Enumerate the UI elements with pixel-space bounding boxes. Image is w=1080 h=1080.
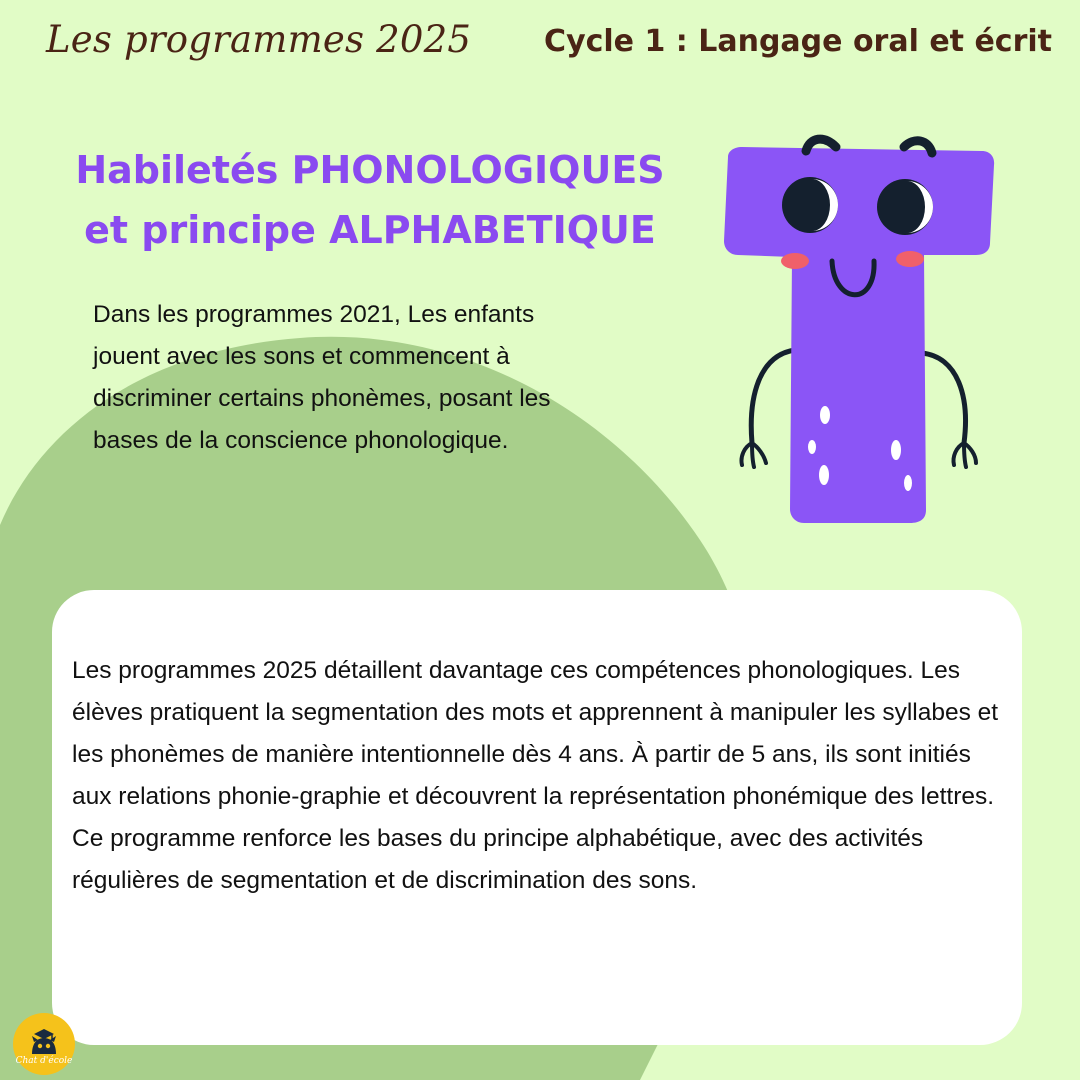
- intro-paragraph: Dans les programmes 2021, Les enfants jouent avec les sons et commencent à discriminer certains phonèmes, posant les bases de la conscience phonologique.: [93, 301, 551, 454]
- graduate-cat-logo-icon: [12, 1012, 76, 1076]
- page-title: [50, 140, 690, 260]
- title-line-1: Habiletés PHONOLOGIQUES: [75, 148, 665, 192]
- logo-caption: Chat d'école: [15, 1056, 73, 1066]
- content-card: [52, 590, 1022, 1045]
- title-line-2: et principe ALPHABETIQUE: [84, 208, 656, 252]
- letter-t-mascot-icon: [700, 125, 1020, 545]
- header-right-title: Cycle 1 : Langage oral et écrit: [544, 24, 1052, 59]
- header-left-title: Les programmes 2025: [46, 18, 472, 61]
- logo: [12, 1012, 76, 1076]
- card-paragraph: Les programmes 2025 détaillent davantage ces compétences phonologiques. Les élèves pratiquent la segmentation des mots et apprennent à manipuler les syllabes et les phonèmes de manière intentionnelle dès 4 ans. À partir de 5 ans, ils sont initiés aux relations phonie-graphie et découvrent la représentation phonémique des lettres. Ce programme renforce les bases du principe alphabétique, avec des activités régulières de segmentation et de discrimination des sons.: [72, 657, 999, 894]
